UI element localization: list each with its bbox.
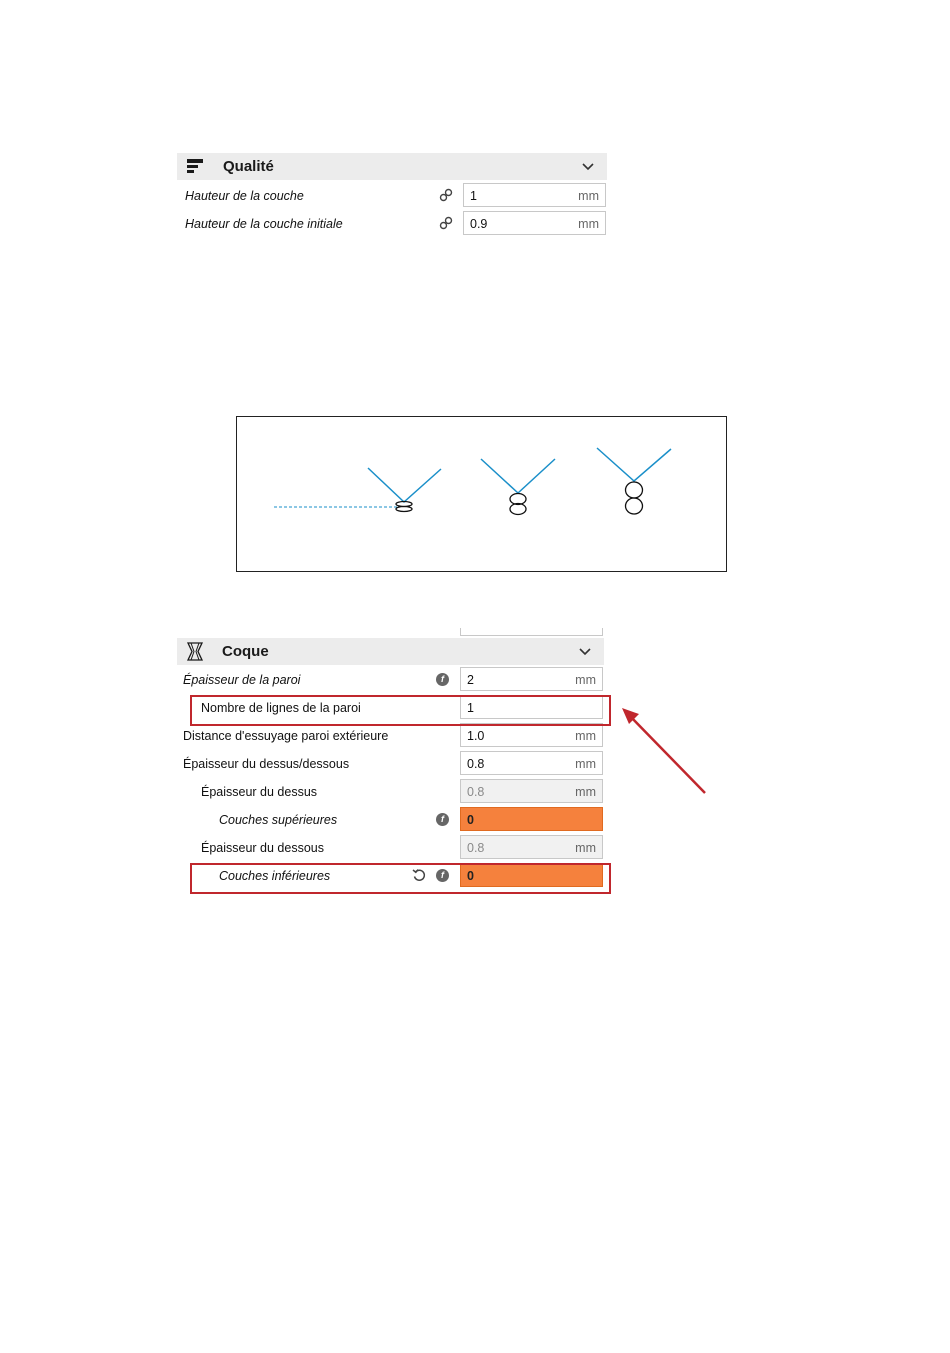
setting-row-layer-height [177, 182, 607, 210]
setting-label: Nombre de lignes de la paroi [201, 701, 361, 715]
top-thickness-field[interactable] [460, 779, 603, 803]
setting-label: Distance d'essuyage paroi extérieure [183, 729, 389, 743]
link-icon[interactable] [439, 188, 453, 207]
field-value: 0.8 [467, 785, 485, 799]
quality-category-icon [187, 159, 205, 180]
quality-title: Qualité [223, 158, 274, 175]
outer-wall-wipe-field[interactable] [460, 723, 603, 747]
annotation-arrow [615, 700, 715, 800]
field-value: 2 [467, 673, 474, 687]
field-value: 0 [467, 869, 474, 883]
top-bottom-thickness-field[interactable] [460, 751, 603, 775]
highlight-box-bottom-layers [190, 863, 611, 894]
chevron-down-icon[interactable] [578, 644, 592, 663]
diagram-svg [237, 417, 726, 571]
field-unit: mm [578, 217, 599, 231]
setting-label: Épaisseur du dessous [201, 841, 324, 855]
extrusion-line-1b [396, 507, 412, 512]
field-value: 1 [470, 189, 477, 203]
setting-label: Couches inférieures [219, 869, 331, 883]
setting-row-outer-wall-wipe [177, 722, 604, 750]
field-unit: mm [575, 785, 596, 799]
setting-label: Hauteur de la couche [185, 189, 304, 203]
shell-header[interactable] [177, 638, 604, 665]
setting-row-bottom-thickness [177, 834, 604, 862]
field-unit: mm [575, 841, 596, 855]
setting-row-initial-layer-height [177, 210, 607, 238]
info-icon[interactable]: f [436, 813, 449, 826]
setting-label: Couches supérieures [219, 813, 338, 827]
extrusion-line-3a [626, 482, 643, 498]
setting-row-top-thickness [177, 778, 604, 806]
nozzle-3 [597, 448, 671, 481]
top-layers-field[interactable] [460, 807, 603, 831]
quality-header[interactable] [177, 153, 607, 180]
field-unit: mm [575, 757, 596, 771]
setting-row-top-layers [177, 806, 604, 834]
setting-label: Épaisseur du dessus [201, 785, 318, 799]
initial-layer-height-field[interactable] [463, 211, 606, 235]
setting-row-top-bottom-thickness [177, 750, 604, 778]
clipped-field-above [460, 628, 603, 636]
field-unit: mm [575, 673, 596, 687]
field-value: 1.0 [467, 729, 485, 743]
nozzle-layer-diagram [236, 416, 727, 572]
field-value: 0 [467, 813, 474, 827]
setting-label: Épaisseur de la paroi [183, 673, 301, 687]
info-icon[interactable]: f [436, 673, 449, 686]
highlight-box-wall-line-count [190, 695, 611, 726]
wall-thickness-field[interactable] [460, 667, 603, 691]
bottom-thickness-field[interactable] [460, 835, 603, 859]
shell-title: Coque [222, 643, 269, 660]
field-value: 0.8 [467, 757, 485, 771]
layer-height-field[interactable] [463, 183, 606, 207]
info-icon[interactable]: f [436, 869, 449, 882]
extrusion-line-3b [626, 498, 643, 514]
setting-label: Hauteur de la couche initiale [185, 217, 343, 231]
chevron-down-icon[interactable] [581, 159, 595, 178]
field-value: 0.9 [470, 217, 488, 231]
field-unit: mm [578, 189, 599, 203]
setting-label: Épaisseur du dessus/dessous [183, 757, 350, 771]
field-value: 1 [467, 701, 474, 715]
setting-row-wall-thickness [177, 666, 604, 694]
shell-category-icon [186, 642, 204, 666]
field-unit: mm [575, 729, 596, 743]
shell-panel [177, 628, 617, 898]
nozzle-2 [481, 459, 555, 493]
link-icon[interactable] [439, 216, 453, 235]
quality-panel [177, 153, 607, 243]
field-value: 0.8 [467, 841, 485, 855]
nozzle-1 [368, 468, 441, 502]
